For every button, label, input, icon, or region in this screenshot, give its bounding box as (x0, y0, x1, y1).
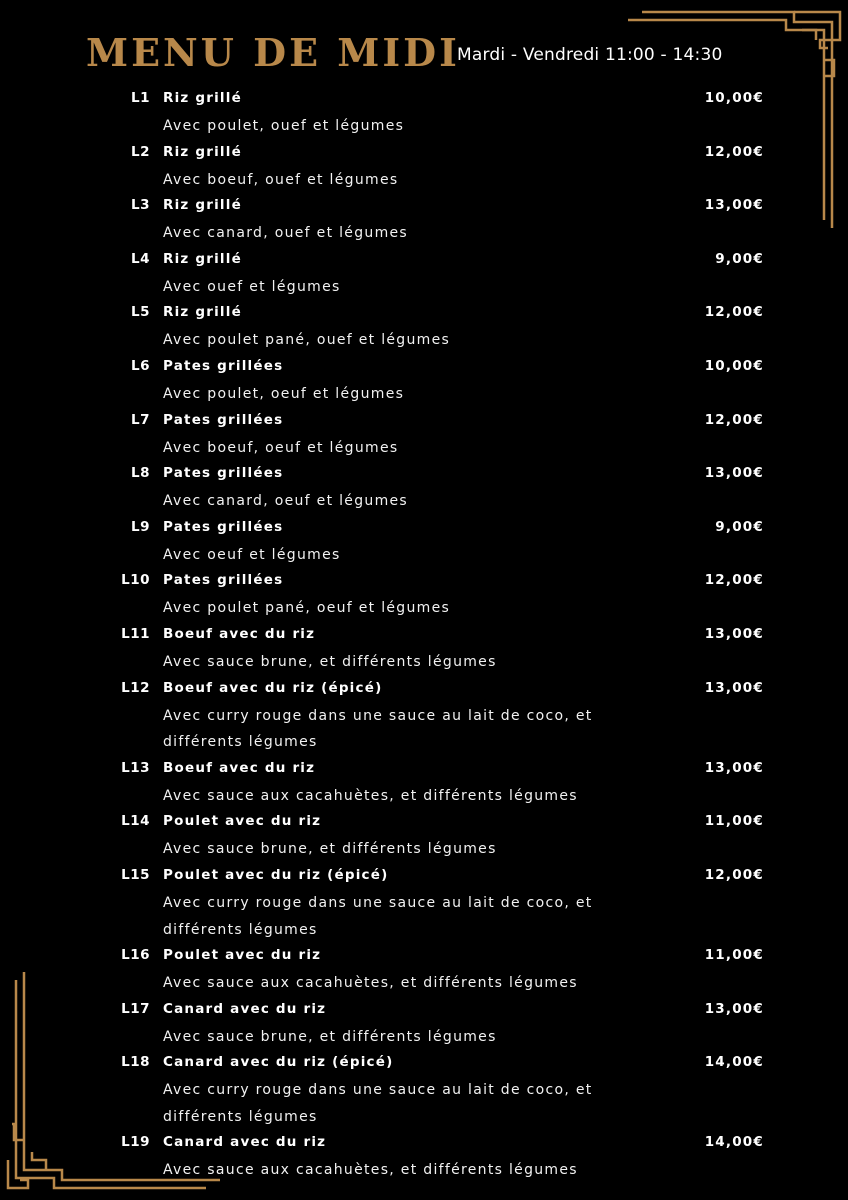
item-price: 12,00€ (704, 866, 764, 883)
item-name: Poulet avec du riz (163, 947, 322, 964)
item-price: 10,00€ (704, 90, 764, 106)
item-description: Avec sauce aux cacahuètes, et différents légumes (163, 975, 578, 992)
item-description: Avec canard, ouef et légumes (163, 225, 409, 242)
item-name: Poulet avec du riz (épicé) (163, 866, 389, 883)
menu-item-header (0, 515, 848, 542)
item-price: 13,00€ (704, 679, 764, 696)
item-name: Canard avec du riz (épicé) (163, 1054, 394, 1071)
item-price: 13,00€ (704, 197, 764, 214)
item-name: Riz grillé (163, 304, 242, 321)
item-code: L18 (121, 1054, 150, 1071)
item-description: Avec curry rouge dans une sauce au lait de coco, et différents légumes (163, 894, 593, 938)
item-price: 12,00€ (704, 143, 764, 160)
item-price: 9,00€ (715, 518, 764, 535)
item-description: Avec poulet pané, oeuf et légumes (163, 600, 451, 617)
menu-item (0, 354, 848, 408)
item-price: 12,00€ (704, 411, 764, 428)
item-description: Avec sauce brune, et différents légumes (163, 841, 497, 858)
item-description: Avec canard, oeuf et légumes (163, 493, 409, 510)
item-code: L1 (131, 90, 150, 106)
menu-item-header (0, 756, 848, 783)
item-code: L17 (121, 1000, 150, 1017)
menu-item (0, 140, 848, 194)
item-price: 13,00€ (704, 625, 764, 642)
item-price: 13,00€ (704, 759, 764, 776)
item-price: 12,00€ (704, 572, 764, 589)
menu-item (0, 943, 848, 997)
item-price: 11,00€ (704, 813, 764, 830)
menu-item-header (0, 300, 848, 327)
menu-item-header (0, 86, 848, 113)
item-price: 14,00€ (704, 1134, 764, 1151)
menu-item-header (0, 997, 848, 1024)
item-description: Avec sauce aux cacahuètes, et différents légumes (163, 1162, 578, 1179)
item-name: Pates grillées (163, 518, 284, 535)
item-code: L14 (121, 813, 150, 830)
item-name: Riz grillé (163, 90, 242, 106)
item-price: 12,00€ (704, 304, 764, 321)
menu-item (0, 756, 848, 810)
item-description: Avec sauce aux cacahuètes, et différents légumes (163, 787, 578, 804)
item-price: 11,00€ (704, 947, 764, 964)
item-code: L9 (131, 518, 150, 535)
item-description: Avec sauce brune, et différents légumes (163, 653, 497, 670)
menu-item-header (0, 943, 848, 970)
item-name: Pates grillées (163, 357, 284, 374)
menu-title: MENU DE MIDI (86, 30, 460, 75)
menu-item-header (0, 863, 848, 890)
item-code: L11 (121, 625, 150, 642)
menu-item-header (0, 568, 848, 595)
item-name: Riz grillé (163, 143, 242, 160)
item-code: L15 (121, 866, 150, 883)
menu-item (0, 247, 848, 301)
menu-item (0, 193, 848, 247)
item-price: 14,00€ (704, 1054, 764, 1071)
item-code: L10 (121, 572, 150, 589)
item-name: Pates grillées (163, 465, 284, 482)
menu-item (0, 300, 848, 354)
item-description: Avec poulet, oeuf et légumes (163, 385, 405, 402)
menu-item (0, 568, 848, 622)
item-description: Avec curry rouge dans une sauce au lait de coco, et différents légumes (163, 1082, 593, 1125)
item-code: L4 (131, 250, 150, 267)
menu-item (0, 622, 848, 676)
item-description: Avec oeuf et légumes (163, 546, 341, 563)
item-name: Boeuf avec du riz (épicé) (163, 679, 383, 696)
item-price: 10,00€ (704, 357, 764, 374)
item-description: Avec boeuf, ouef et légumes (163, 171, 399, 188)
item-description: Avec poulet, ouef et légumes (163, 118, 405, 134)
menu-item-header (0, 408, 848, 435)
item-name: Canard avec du riz (163, 1000, 327, 1017)
menu-item (0, 809, 848, 863)
item-name: Riz grillé (163, 250, 242, 267)
item-name: Poulet avec du riz (163, 813, 322, 830)
item-code: L5 (131, 304, 150, 321)
item-description: Avec boeuf, oeuf et légumes (163, 439, 399, 456)
menu-item-header (0, 354, 848, 381)
item-name: Boeuf avec du riz (163, 759, 316, 776)
menu-item (0, 461, 848, 515)
item-description: Avec ouef et légumes (163, 278, 341, 295)
item-code: L19 (121, 1134, 150, 1151)
menu-item (0, 408, 848, 462)
menu-list (0, 86, 848, 1184)
item-name: Pates grillées (163, 572, 284, 589)
item-code: L12 (121, 679, 150, 696)
item-code: L3 (131, 197, 150, 214)
menu-item-header (0, 809, 848, 836)
item-price: 13,00€ (704, 465, 764, 482)
menu-item-header (0, 461, 848, 488)
item-name: Canard avec du riz (163, 1134, 327, 1151)
menu-item-header (0, 622, 848, 649)
menu-item-header (0, 140, 848, 167)
opening-hours: Mardi - Vendredi 11:00 - 14:30 (457, 45, 723, 65)
item-description: Avec poulet pané, ouef et légumes (163, 332, 451, 349)
item-code: L8 (131, 465, 150, 482)
item-code: L16 (121, 947, 150, 964)
item-code: L7 (131, 411, 150, 428)
menu-item-header (0, 676, 848, 703)
item-name: Riz grillé (163, 197, 242, 214)
item-description: Avec curry rouge dans une sauce au lait de coco, et différents légumes (163, 707, 593, 751)
item-name: Pates grillées (163, 411, 284, 428)
menu-item-header (0, 193, 848, 220)
menu-item-header (0, 1130, 848, 1157)
item-code: L6 (131, 357, 150, 374)
item-name: Boeuf avec du riz (163, 625, 316, 642)
menu-item (0, 676, 848, 756)
menu-item (0, 86, 848, 140)
item-price: 13,00€ (704, 1000, 764, 1017)
item-price: 9,00€ (715, 250, 764, 267)
menu-item (0, 863, 848, 943)
item-description: Avec sauce brune, et différents légumes (163, 1028, 497, 1045)
menu-item (0, 1130, 848, 1184)
menu-item-header (0, 247, 848, 274)
menu-item (0, 515, 848, 569)
menu-item (0, 1050, 848, 1130)
item-code: L2 (131, 143, 150, 160)
item-code: L13 (121, 759, 150, 776)
menu-item-header (0, 1050, 848, 1077)
menu-item (0, 997, 848, 1051)
